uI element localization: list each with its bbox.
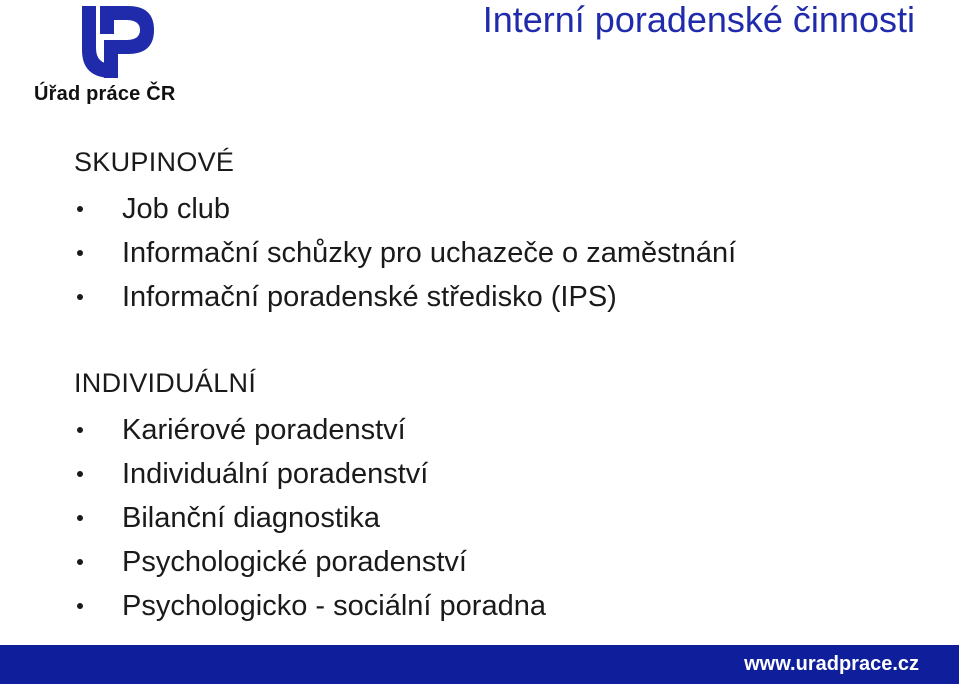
list-item <box>74 452 546 496</box>
section-group <box>74 144 736 319</box>
section-heading: SKUPINOVÉ <box>74 147 235 177</box>
list-item-text: Bilanční diagnostika <box>122 502 380 534</box>
list-item-text: Job club <box>122 193 231 225</box>
list-item <box>74 540 546 584</box>
list-item <box>74 187 736 231</box>
bullet-list <box>74 187 736 319</box>
bullet-icon <box>77 427 83 433</box>
list-item <box>74 496 546 540</box>
bullet-icon <box>77 515 83 521</box>
list-item <box>74 275 736 319</box>
list-item-text: Individuální poradenství <box>122 458 429 490</box>
page-title: Interní poradenské činnosti <box>482 0 915 40</box>
bullet-icon <box>77 206 83 212</box>
section-heading: INDIVIDUÁLNÍ <box>74 368 257 398</box>
list-item <box>74 231 736 275</box>
logo-text: Úřad práce ČR <box>34 83 176 105</box>
bullet-icon <box>77 603 83 609</box>
list-item-text: Psychologicko - sociální poradna <box>122 590 546 622</box>
list-item <box>74 408 546 452</box>
footer-url: www.uradprace.cz <box>744 653 919 675</box>
list-item-text: Psychologické poradenství <box>122 546 467 578</box>
list-item <box>74 584 546 628</box>
bullet-icon <box>77 294 83 300</box>
bullet-list <box>74 408 546 628</box>
logo <box>34 4 194 108</box>
section-individual <box>74 365 546 628</box>
list-item-text: Informační poradenské středisko (IPS) <box>122 281 617 313</box>
footer-bar <box>0 645 959 684</box>
list-item-text: Informační schůzky pro uchazeče o zaměstnání <box>122 237 737 269</box>
up-logo-icon <box>78 4 158 82</box>
bullet-icon <box>77 559 83 565</box>
bullet-icon <box>77 471 83 477</box>
bullet-icon <box>77 250 83 256</box>
list-item-text: Kariérové poradenství <box>122 414 406 446</box>
